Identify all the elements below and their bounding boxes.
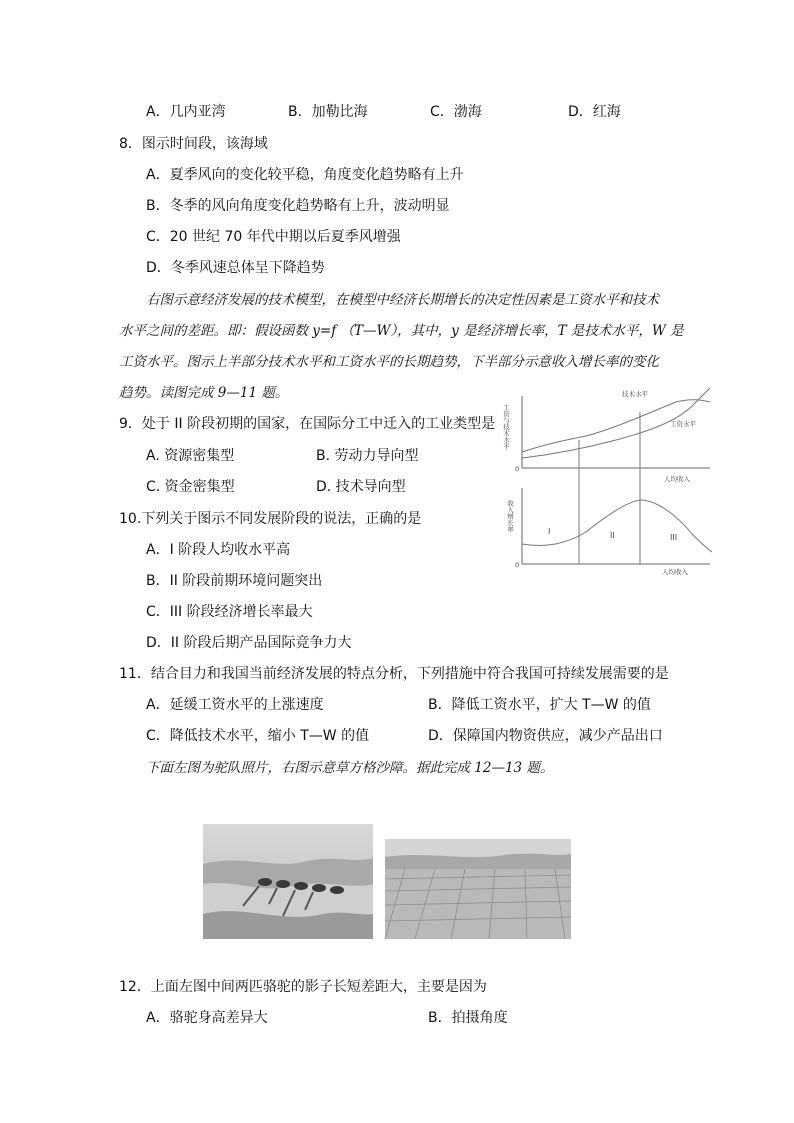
wage-level-label: 工资水平 <box>670 420 696 428</box>
q12-option-a: A．骆驼身高差异大 <box>146 1010 268 1026</box>
lower-zero-label: 0 <box>515 561 520 569</box>
lower-x-label: 人均收入 <box>662 568 688 576</box>
q9-option-b: B. 劳动力导向型 <box>316 448 419 464</box>
q10-option-b: B．II 阶段前期环境问题突出 <box>146 573 323 589</box>
q12-option-b: B．拍摄角度 <box>428 1010 508 1026</box>
q12-stem: 12．上面左图中间两匹骆驼的影子长短差距大，主要是因为 <box>119 979 487 995</box>
q11-option-a: A．延缓工资水平的上涨速度 <box>146 697 324 713</box>
lower-y-label: 收入增长率 <box>506 500 514 533</box>
intro-paragraph-line-2: 水平之间的差距。即：假设函数 y=f （T—W），其中，y 是经济增长率，T 是技术水平，W 是 <box>119 323 684 339</box>
q10-option-d: D．II 阶段后期产品国际竞争力大 <box>146 635 352 651</box>
intro-paragraph-line-4: 趋势。读图完成 9—11 题。 <box>119 385 289 401</box>
stage-3-label: III <box>670 533 678 542</box>
intro-paragraph-line-1: 右图示意经济发展的技术模型，在模型中经济长期增长的决定性因素是工资水平和技术 <box>146 292 659 308</box>
q10-option-c: C．III 阶段经济增长率最大 <box>146 604 313 620</box>
q7-option-a: A．几内亚湾 <box>146 104 226 120</box>
q9-stem: 9．处于 II 阶段初期的国家，在国际分工中迁入的工业类型是 <box>119 416 496 432</box>
intro-paragraph-line-3: 工资水平。图示上半部分技术水平和工资水平的长期趋势，下半部分示意收入增长率的变化 <box>119 354 659 370</box>
camel-caravan-photo <box>203 824 373 939</box>
q7-option-b: B．加勒比海 <box>288 104 368 120</box>
upper-zero-label: 0 <box>515 465 520 473</box>
q8-option-c: C．20 世纪 70 年代中期以后夏季风增强 <box>146 229 401 245</box>
upper-x-label: 人均收入 <box>664 475 690 483</box>
q9-option-c: C. 资金密集型 <box>146 479 235 495</box>
q11-option-b: B．降低工资水平，扩大 T—W 的值 <box>428 697 651 713</box>
straw-checkerboard-sand-barrier-photo <box>385 839 571 939</box>
intro-12-13: 下面左图为驼队照片，右图示意草方格沙障。据此完成 12—13 题。 <box>146 760 554 776</box>
q9-option-a: A. 资源密集型 <box>146 448 235 464</box>
growth-rate-curve <box>522 500 712 552</box>
upper-y-label: 工资与技术水平 <box>502 404 510 450</box>
economic-model-chart <box>502 384 716 576</box>
q8-stem: 8．图示时间段，该海域 <box>119 136 268 152</box>
q8-option-a: A．夏季风向的变化较平稳，角度变化趋势略有上升 <box>146 167 464 183</box>
q7-option-c: C．渤海 <box>430 104 482 120</box>
q10-stem: 10.下列关于图示不同发展阶段的说法，正确的是 <box>119 511 422 527</box>
stage-2-label: II <box>610 531 615 540</box>
q7-option-d: D．红海 <box>568 104 621 120</box>
q11-stem: 11．结合目力和我国当前经济发展的特点分析，下列措施中符合我国可持续发展需要的是 <box>119 666 669 682</box>
tech-level-label: 技术水平 <box>622 390 648 398</box>
q11-option-d: D．保障国内物资供应，减少产品出口 <box>428 728 663 744</box>
q8-option-b: B．冬季的风向角度变化趋势略有上升，波动明显 <box>146 198 450 214</box>
q11-option-c: C．降低技术水平，缩小 T—W 的值 <box>146 728 370 744</box>
q9-option-d: D. 技术导向型 <box>316 479 406 495</box>
stage-1-label: I <box>548 527 551 536</box>
q10-option-a: A．I 阶段人均收水平高 <box>146 542 291 558</box>
q8-option-d: D．冬季风速总体呈下降趋势 <box>146 260 325 276</box>
